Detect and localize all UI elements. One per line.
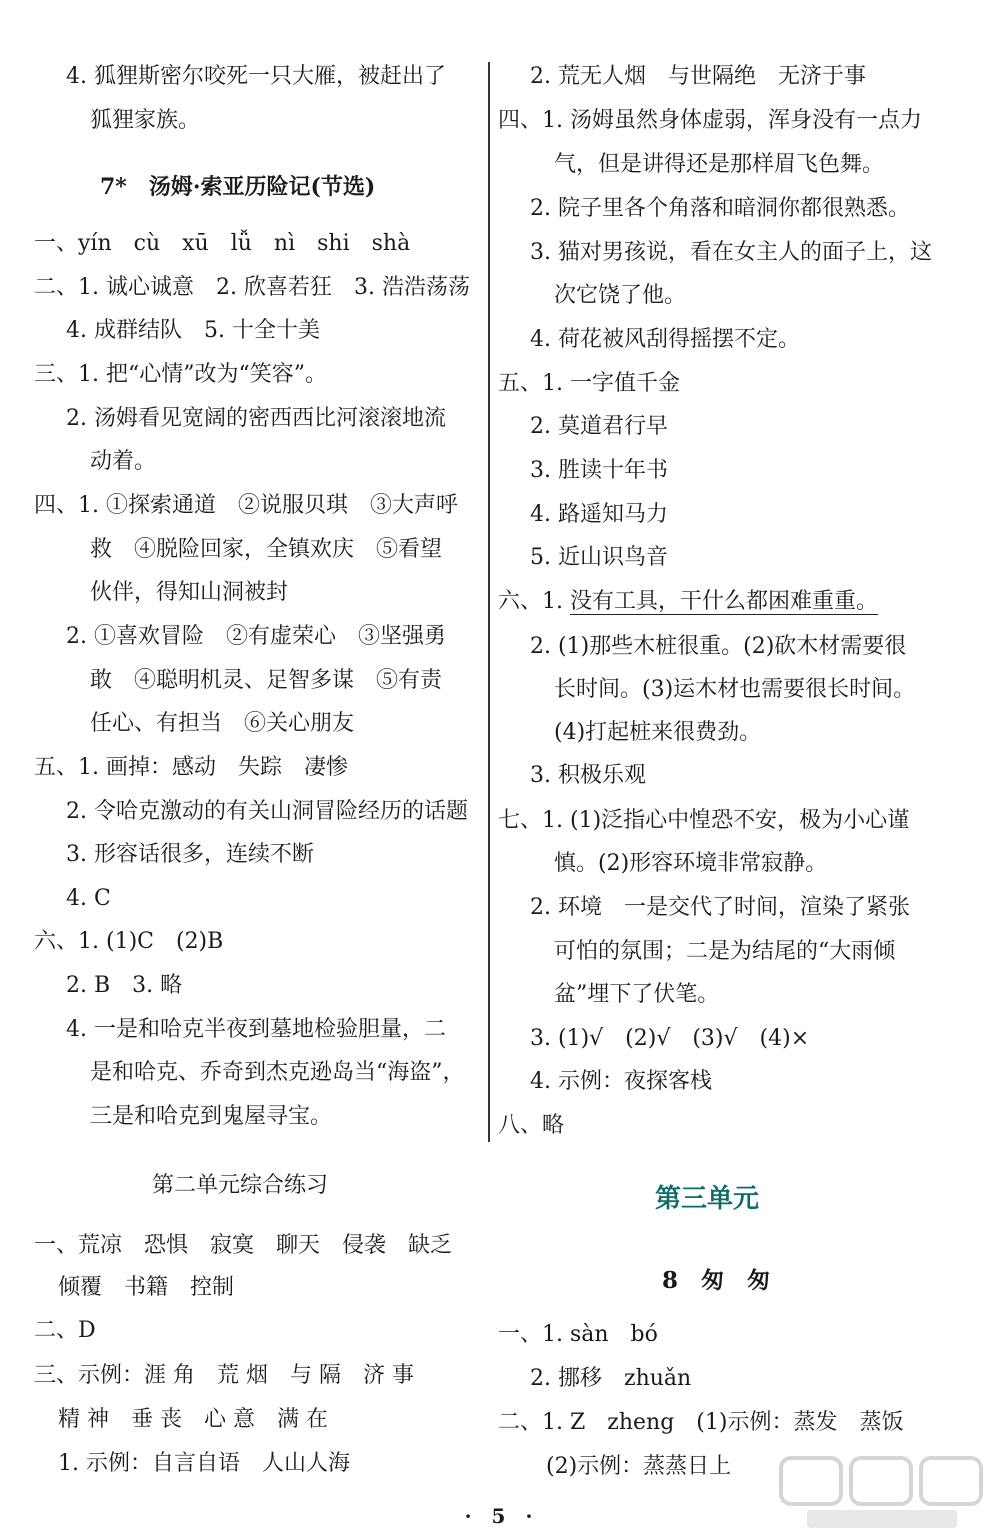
answer-line: 4. 示例：夜探客栈 <box>530 1069 712 1094</box>
answer-line: 2. ①喜欢冒险 ②有虚荣心 ③坚强勇 <box>66 624 446 649</box>
answer-line: 可怕的氛围；二是为结尾的“大雨倾 <box>554 939 896 964</box>
answer-line: 2. 令哈克激动的有关山洞冒险经历的话题 <box>66 799 468 824</box>
answer-line: 3. 形容话很多，连续不断 <box>66 842 314 867</box>
answer-line: 是和哈克、乔奇到杰克逊岛当“海盗”， <box>90 1060 465 1085</box>
answer-line: 二、1. 诚心诚意 2. 欣喜若狂 3. 浩浩荡荡 <box>34 275 470 300</box>
answer-line: 三、示例：涯 角 荒 烟 与 隔 济 事 <box>34 1363 414 1388</box>
answer-line: 2. 荒无人烟 与世隔绝 无济于事 <box>530 64 866 89</box>
answer-line: 4. 一是和哈克半夜到墓地检验胆量，二 <box>66 1017 446 1042</box>
answer-line: 4. 荷花被风刮得摇摆不定。 <box>530 327 800 352</box>
answer-line: 救 ④脱险回家，全镇欢庆 ⑤看望 <box>90 537 443 562</box>
answer-line: 2. 院子里各个角落和暗洞你都很熟悉。 <box>530 196 910 221</box>
answer-line: 五、1. 一字值千金 <box>498 371 680 396</box>
lesson-7-title: 7* 汤姆·索亚历险记(节选) <box>100 174 376 200</box>
answer-line: 2. 莫道君行早 <box>530 414 668 439</box>
unit-2-review-title: 第二单元综合练习 <box>152 1173 329 1198</box>
column-divider <box>488 62 490 1142</box>
answer-line: 四、1. ①探索通道 ②说服贝琪 ③大声呼 <box>34 493 458 518</box>
answer-line <box>498 587 878 617</box>
answer-line: 次它饶了他。 <box>554 283 687 308</box>
answer-line: 长时间。(3)运木材也需要很长时间。 <box>554 677 916 702</box>
answer-line: 4. C <box>66 886 111 911</box>
answer-line: 2. 环境 一是交代了时间，渲染了紧张 <box>530 895 910 920</box>
underlined-answer: 没有工具，干什么都困难重重。 <box>569 589 878 614</box>
answer-line: 盆”埋下了伏笔。 <box>554 982 720 1007</box>
unit-3-title: 第三单元 <box>655 1184 760 1214</box>
answer-line: 八、略 <box>498 1113 565 1138</box>
answer-line: 2. 汤姆看见宽阔的密西西比河滚滚地流 <box>66 406 446 431</box>
answer-line: 气，但是讲得还是那样眉飞色舞。 <box>554 152 885 177</box>
answer-line: 二、D <box>34 1318 96 1343</box>
answer-line: 二、1. Z zheng (1)示例：蒸发 蒸饭 <box>498 1410 904 1435</box>
answer-line: 三、1. 把“心情”改为“笑容”。 <box>34 362 327 387</box>
answer-line: 倾覆 书籍 控制 <box>58 1275 235 1300</box>
answer-line: 4. 狐狸斯密尔咬死一只大雁，被赶出了 <box>66 64 446 89</box>
answer-line: 任心、有担当 ⑥关心朋友 <box>90 711 355 736</box>
answer-line: 3. (1)√ (2)√ (3)√ (4)× <box>530 1026 810 1051</box>
answer-line: 2. (1)那些木桩很重。(2)砍木材需要很 <box>530 634 907 659</box>
answer-line: 5. 近山识鸟音 <box>530 545 668 570</box>
answer-line: 敢 ④聪明机灵、足智多谋 ⑤有责 <box>90 668 443 693</box>
page-number: · 5 · <box>464 1504 533 1528</box>
answer-line: 1. 示例：自言自语 人山人海 <box>58 1451 350 1476</box>
answer-line: 慎。(2)形容环境非常寂静。 <box>554 851 828 876</box>
answer-line: 4. 路遥知马力 <box>530 502 668 527</box>
answer-line: 七、1. (1)泛指心中惶恐不安，极为小心谨 <box>498 808 910 833</box>
answer-line: 精 神 垂 丧 心 意 满 在 <box>58 1407 328 1432</box>
answer-line: 四、1. 汤姆虽然身体虚弱，浑身没有一点力 <box>498 108 922 133</box>
answer-line: 三是和哈克到鬼屋寻宝。 <box>90 1104 333 1129</box>
answer-line: (2)示例：蒸蒸日上 <box>546 1454 732 1479</box>
watermark-logo-icon <box>777 1452 987 1532</box>
answer-line: 动着。 <box>90 449 157 474</box>
answer-line: 伙伴，得知山洞被封 <box>90 580 289 605</box>
answer-line: 3. 猫对男孩说，看在女主人的面子上，这 <box>530 240 932 265</box>
answer-line: 2. B 3. 略 <box>66 973 183 998</box>
answer-line: 一、1. sàn bó <box>498 1322 658 1347</box>
answer-prefix: 六、1. <box>498 589 570 614</box>
answer-line: 一、荒凉 恐惧 寂寞 聊天 侵袭 缺乏 <box>34 1233 453 1258</box>
answer-line: 3. 胜读十年书 <box>530 458 668 483</box>
answer-line: 3. 积极乐观 <box>530 763 646 788</box>
answer-line: (4)打起桩来很费劲。 <box>554 720 762 745</box>
lesson-8-title: 8 匆 匆 <box>662 1267 771 1294</box>
answer-line: 4. 成群结队 5. 十全十美 <box>66 318 320 343</box>
answer-line: 一、yín cù xū lǚ nì shi shà <box>34 231 411 256</box>
answer-line: 狐狸家族。 <box>90 108 201 133</box>
answer-line: 六、1. (1)C (2)B <box>34 929 224 954</box>
answer-line: 五、1. 画掉：感动 失踪 凄惨 <box>34 755 348 780</box>
answer-line: 2. 挪移 zhuǎn <box>530 1366 692 1391</box>
